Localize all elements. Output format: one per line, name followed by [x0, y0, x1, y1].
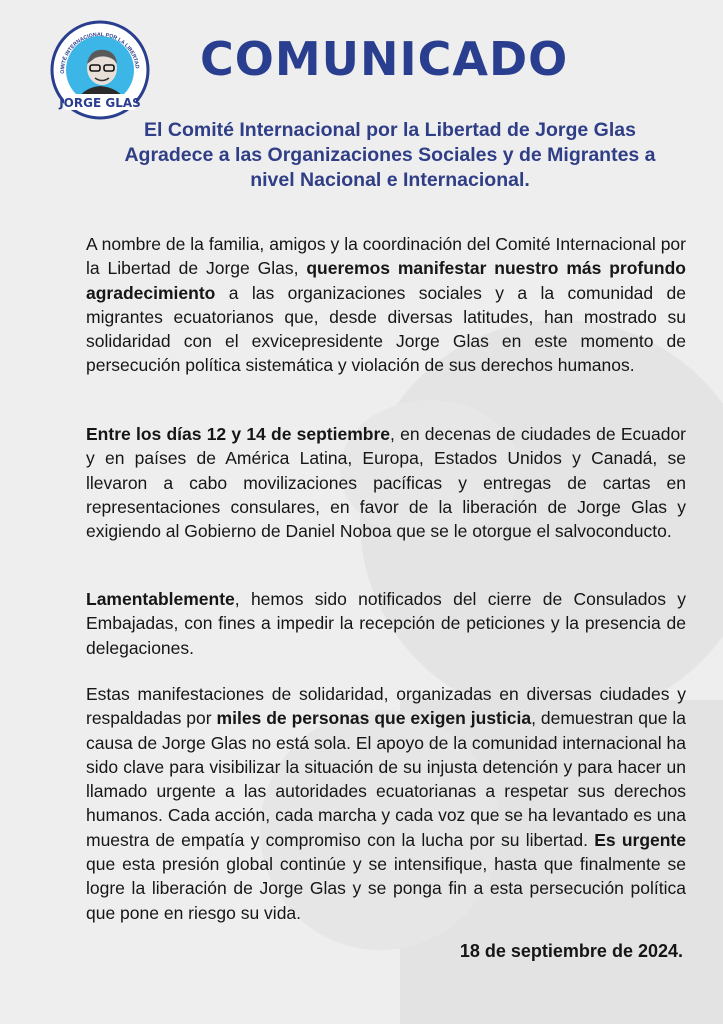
paragraph-3: Lamentablemente, hemos sido notificados del cierre de Consulados y Embajadas, con fines a impedir la recepción de peticiones y la presencia de delegaciones.	[86, 589, 686, 658]
logo-arc-text: OMITÉ INTERNACIONAL POR LA LIBERTAD	[59, 31, 140, 74]
paragraph-4: Estas manifestaciones de solidaridad, organizadas en diversas ciudades y respaldadas por miles de personas que exigen justicia, demuestran que la causa de Jorge Glas no está sola. El apoyo de la comunidad internacional ha sido clave para visibilizar la situación de su injusta detención y para hacer un llamado urgente a las autoridades ecuatorianas a respetar sus derechos humanos. Cada acción, cada marcha y cada voz que se ha levantado es una muestra de empatía y compromiso con la lucha por su libertad. Es urgente que esta presión global continúe y se intensifique, hasta que finalmente se logre la liberación de Jorge Glas y se ponga fin a esta persecución política que pone en riesgo su vida.	[86, 684, 686, 923]
emphasis: miles de personas que exigen justicia	[216, 708, 532, 729]
logo-name: JORGE GLAS	[59, 96, 141, 110]
page-title: COMUNICADO	[200, 32, 569, 86]
date: 18 de septiembre de 2024.	[459, 941, 683, 961]
emphasis: Es urgente	[594, 829, 686, 850]
emphasis: Lamentablemente	[86, 589, 235, 609]
subtitle: El Comité Internacional por la Libertad de Jorge Glas Agradece a las Organizaciones Sociales y de Migrantes a nivel Nacional e Internacional.	[124, 119, 656, 191]
emphasis: Entre los días 12 y 14 de septiembre	[86, 424, 391, 444]
committee-logo	[50, 20, 150, 120]
emphasis: queremos manifestar nuestro más profundo agradecimiento	[86, 258, 686, 303]
paragraph-2: Entre los días 12 y 14 de septiembre, en decenas de ciudades de Ecuador y en países de América Latina, Europa, Estados Unidos y Canadá, se llevaron a cabo movilizaciones pacíficas y entregas de cartas en representaciones consulares, en favor de la liberación de Jorge Glas y exigiendo al Gobierno de Daniel Noboa que se le otorgue el salvoconducto.	[86, 424, 686, 542]
paragraph-1: A nombre de la familia, amigos y la coordinación del Comité Internacional por la Libertad de Jorge Glas, queremos manifestar nuestro más profundo agradecimiento a las organizaciones sociales y a la comunidad de migrantes ecuatorianos que, desde diversas latitudes, han mostrado su solidaridad con el exvicepresidente Jorge Glas en este momento de persecución política sistemática y violación de sus derechos humanos.	[86, 234, 686, 376]
